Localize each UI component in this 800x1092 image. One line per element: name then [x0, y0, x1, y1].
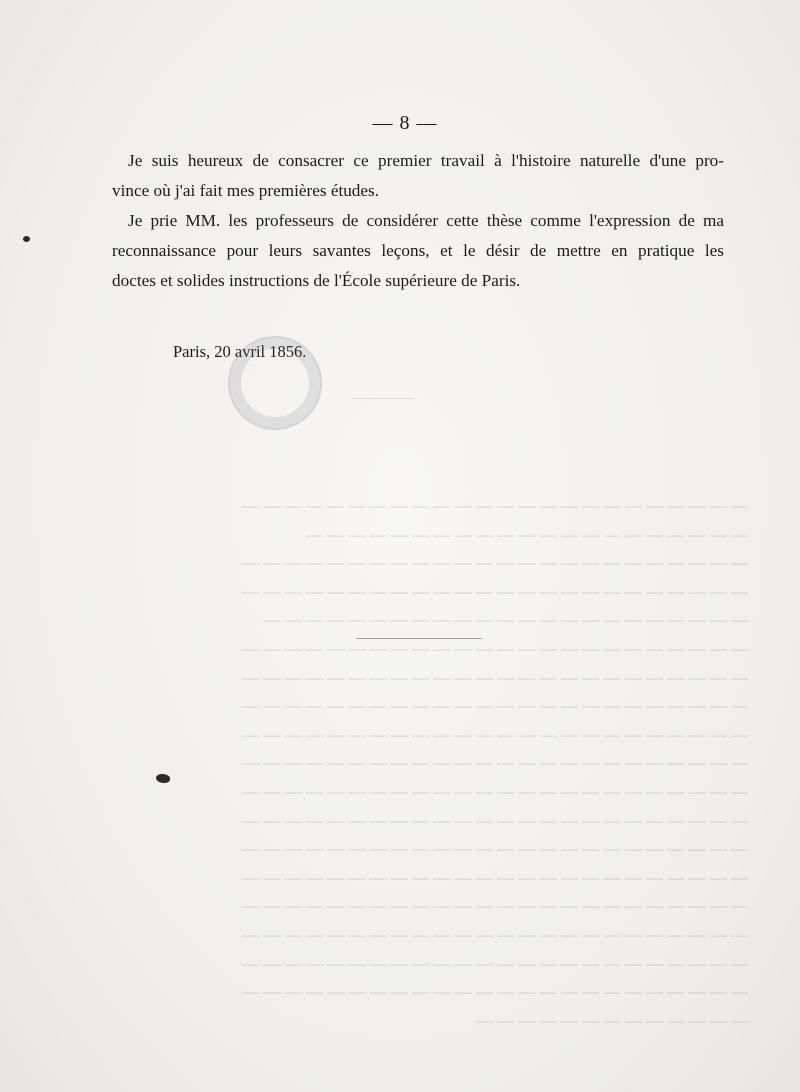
library-stamp: [228, 336, 322, 430]
paragraph-line: reconnaissance pour leurs savantes leçons, et le désir de mettre en pratique les: [112, 241, 724, 260]
stamp-rule: [352, 398, 414, 399]
paragraph-1: [112, 146, 724, 206]
paragraph-line: Je suis heureux de consacrer ce premier travail à l'histoire naturelle d'une pro-: [128, 151, 724, 170]
paragraph-line: doctes et solides instructions de l'École supérieure de Paris.: [112, 271, 521, 290]
ink-spot: [23, 236, 30, 242]
page-number: — 8 —: [372, 112, 438, 134]
show-through-text: — — — — — — — — — — — — — — — — — — — — — — — — — — — — — — — — — — — — — — — — — — — — — — — — — — — — — — — — — — — — — — — — — — — — — — — — — — — — — — — — — — — — — — — — — — — — — — — — — — — — — — — — — — — — — — — — — — — — — — — — — — — — — — — — — — — — — — — — — — — — — — — — — — — — — — — — — — — — — — — — — — — — — — — — — — — — — — — — — — — — — — — — — — — — — — — — — — — — — — — — — — — — — — — — — — — — — — — — — — — — — — — — — — — — — — — — — — — — — — — — — — — — — — — — — — — — — — — — — — — — — — — — — — — — — — — — — — — — — — — — — — — — — — — — — — — — — — — — — — — — — — — — — — — — — — — — — — — — — — — — — — — — — — — — — — — — — — — — — — — — — — — — — — — — — — — — — — — — — — — — — — — — — — — — — — — — — — — — — — — — — — — — — — — — — — — — — — — — — — — — — — — — — — — — — — — — — — — — — — — — — — — — — — — — — — — — — — — — — — — — —: [242, 496, 748, 1030]
paragraph-line: Je prie MM. les professeurs de considérer cette thèse comme l'expression de ma: [128, 211, 724, 230]
body-text: [112, 146, 724, 296]
date-signature: Paris, 20 avril 1856.: [173, 342, 307, 361]
paragraph-line: vince où j'ai fait mes premières études.: [112, 181, 380, 200]
paragraph-2: [112, 206, 724, 296]
